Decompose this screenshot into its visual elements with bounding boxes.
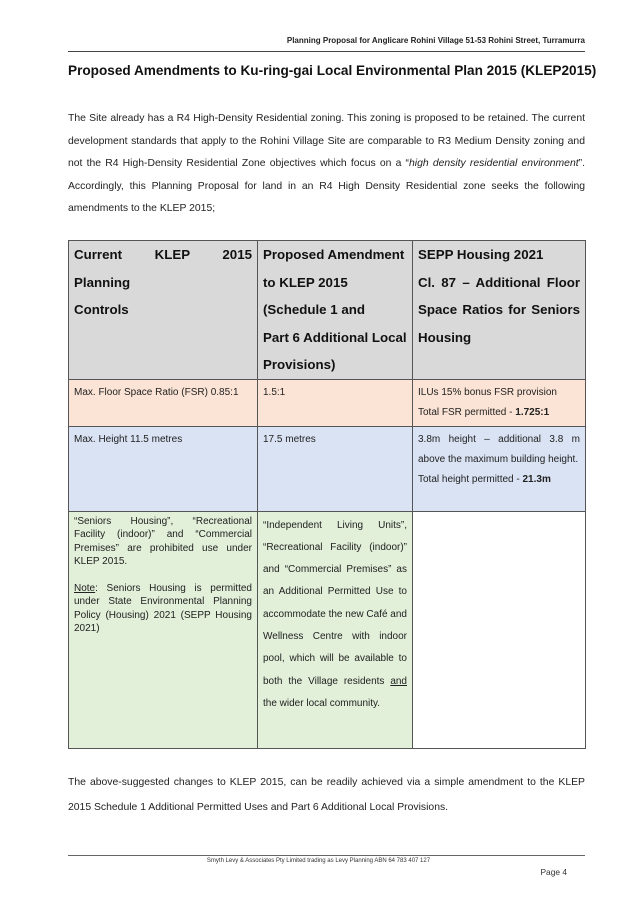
total-label: Total height permitted - (418, 473, 523, 485)
header-line: (Schedule 1 and (263, 302, 365, 317)
header-line: Housing (418, 329, 472, 345)
footer-company: Smyth Levy & Associates Pty Limited trading as Levy Planning ABN 64 783 407 127 (206, 858, 431, 864)
cell-sepp-uses (413, 511, 586, 748)
proposed-text-start: “Independent Living Units”, “Recreational Facility (indoor)” and “Commercial Premises” as an Additional Permitted Use to accommodate the new Café and Wellness Centre with indoor pool, which will be available to both the Village residents (263, 519, 407, 687)
cell-sepp-height (413, 426, 586, 511)
cell-current-uses (69, 511, 258, 748)
header-line: SEPP Housing 2021 (418, 247, 544, 262)
header-line: to KLEP 2015 (263, 274, 348, 290)
sepp-height-total (418, 470, 580, 490)
footer-divider (68, 855, 585, 856)
proposed-uses-text (263, 515, 407, 716)
current-uses-note (74, 582, 252, 636)
note-text: : Seniors Housing is permitted under State Environmental Planning Policy (Housing) 2021 (SEPP Housing 2021) (74, 582, 252, 634)
sepp-height-line: 3.8m height – additional 3.8 m above the maximum building height. (418, 433, 580, 465)
header-proposed-amendment (258, 241, 413, 380)
header-current-controls (69, 241, 258, 380)
current-uses-text: “Seniors Housing”, “Recreational Facility (indoor)” and “Commercial Premises” are prohibited use under KLEP 2015. (74, 515, 252, 567)
intro-emphasis: high density residential environment (409, 158, 579, 169)
header-line: Controls (74, 302, 129, 317)
table-header-row (69, 241, 586, 380)
paragraph-gap (74, 569, 252, 582)
cell-sepp-fsr (413, 379, 586, 426)
cell-proposed-height: 17.5 metres (258, 426, 413, 511)
table-row-height (69, 426, 586, 511)
header-line: Part 6 Additional Local (263, 329, 407, 345)
header-line: Cl. 87 – Additional Floor (418, 274, 580, 290)
total-value: 21.3m (522, 473, 551, 485)
note-label: Note (74, 582, 96, 594)
sepp-fsr-total (418, 403, 580, 423)
amendments-table (68, 240, 586, 749)
table-row-fsr (69, 379, 586, 426)
total-label: Total FSR permitted - (418, 406, 516, 418)
header-divider (68, 51, 585, 52)
running-header: Planning Proposal for Anglicare Rohini Village 51-53 Rohini Street, Turramurra (286, 36, 585, 45)
cell-current-height: Max. Height 11.5 metres (69, 426, 258, 511)
cell-current-fsr: Max. Floor Space Ratio (FSR) 0.85:1 (69, 379, 258, 426)
header-line: Provisions) (263, 357, 336, 372)
header-line: Current KLEP 2015 Planning (74, 247, 252, 290)
cell-proposed-fsr: 1.5:1 (258, 379, 413, 426)
total-value: 1.725:1 (515, 406, 550, 418)
page-number: Page 4 (540, 867, 567, 877)
proposed-text-end: the wider local community. (263, 697, 381, 709)
header-sepp-housing (413, 241, 586, 380)
header-line: Space Ratios for Seniors (418, 302, 580, 317)
intro-text-start: The Site already has a R4 High-Density Residential zoning. This zoning is proposed to be retained. The current development standards that apply to the Rohini Village Site are comparable to R3 Medium Density zoning and not the R4 High-Density Residential Zone objectives which focus on a “ (68, 113, 585, 169)
closing-paragraph: The above-suggested changes to KLEP 2015, can be readily achieved via a simple amendment to the KLEP 2015 Schedule 1 Additional Permitted Uses and Part 6 Additional Local Provisions. (68, 777, 585, 813)
sepp-fsr-line: ILUs 15% bonus FSR provision (418, 386, 557, 398)
proposed-underlined-word: and (390, 675, 407, 687)
table-row-uses (69, 511, 586, 748)
cell-proposed-uses (258, 511, 413, 748)
intro-text-end: ”. Accordingly, this Planning Proposal for land in an R4 High Density Residential zone seeks the following amendments to the KLEP 2015; (68, 158, 585, 214)
section-title: Proposed Amendments to Ku-ring-gai Local Environmental Plan 2015 (KLEP2015) (68, 63, 597, 78)
header-line: Proposed Amendment (263, 247, 405, 262)
intro-paragraph (68, 108, 585, 221)
